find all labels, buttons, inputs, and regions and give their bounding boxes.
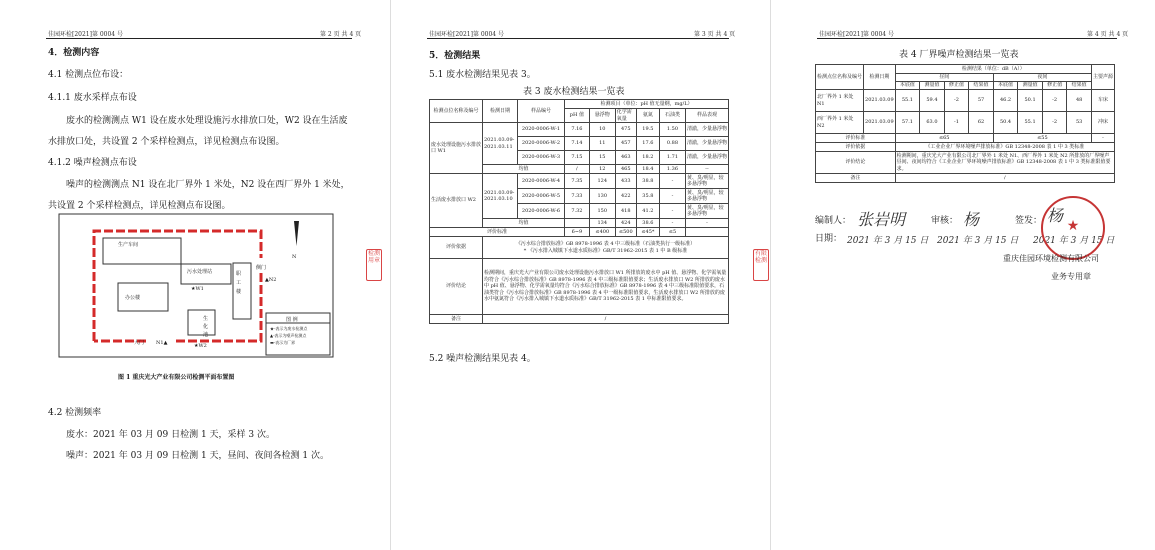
cell: 0.88 — [659, 137, 685, 151]
map-label-office: 办公楼 — [125, 295, 141, 301]
paragraph-line: 废水的检测测点 W1 设在废水处理设施污水排放口处，W2 设在生活废 — [66, 116, 348, 126]
cell: 50.4 — [993, 112, 1018, 134]
cell: - — [659, 219, 685, 228]
paragraph-line: 噪声：2021 年 03 月 09 日检测 1 天，昼间、夜间各检测 1 次。 — [66, 451, 330, 461]
table-row — [816, 152, 1115, 174]
cell: 1.36 — [659, 165, 685, 174]
cell: 7.35 — [565, 174, 590, 189]
cell: 7.33 — [565, 189, 590, 204]
th-appearance: 样品表观 — [686, 109, 729, 123]
map-legend-item: ▬-表示为厂界 — [270, 340, 296, 345]
th-measured: 测量值 — [1018, 82, 1043, 90]
noise-results-table — [815, 64, 1115, 183]
cell: - — [659, 174, 685, 189]
cell: 50.1 — [1018, 90, 1043, 112]
signature-editor: 张岩明 — [857, 210, 906, 229]
th-oil: 石油类 — [659, 109, 685, 123]
cell: 57.1 — [895, 112, 920, 134]
subsection-title: 4.1 检测点位布设： — [48, 70, 129, 80]
subsection-title: 4.1.1 废水采样点布设 — [48, 93, 137, 103]
date-cell: 2021.03.09-2021.03.11 — [483, 123, 518, 165]
table-row — [430, 174, 729, 189]
th-result-value: 结果值 — [969, 82, 994, 90]
header-rule — [46, 38, 352, 39]
paragraph-line: 噪声的检测测点 N1 设在北厂界外 1 米处，N2 设在西厂界外 1 米处， — [66, 180, 350, 190]
th-date: 检测日期 — [864, 65, 896, 90]
cell: 46.2 — [993, 90, 1018, 112]
date-editor: 2021 年 3 月 15 日 — [847, 236, 929, 246]
table-title: 表 3 废水检测结果一览表 — [523, 87, 625, 97]
th-site: 检测点位名称及编号 — [430, 100, 483, 123]
map-label-wastewater-station: 污水处理站 — [187, 269, 213, 275]
cell: 15 — [589, 151, 615, 165]
subsection-title: 4.2 检测频率 — [48, 408, 102, 418]
paragraph-line: 废水：2021 年 03 月 09 日检测 1 天，采样 3 次。 — [66, 430, 276, 440]
cell: - — [659, 204, 685, 219]
cell: 418 — [615, 204, 636, 219]
cell: 62 — [969, 112, 994, 134]
side-seal: 检测用章 — [366, 249, 382, 281]
cell: ≤55 — [993, 134, 1091, 143]
cell: 冲床 — [1091, 112, 1114, 134]
site-cell: 生活废水排放口 W2 — [430, 174, 483, 228]
cell: 18.4 — [636, 165, 659, 174]
table-row — [430, 259, 729, 315]
page-header-left: 佳园环检[2021]第 0004 号 — [429, 31, 505, 38]
map-marker-w1: ★W1 — [191, 286, 204, 292]
page-header-right: 第 2 页 共 4 页 — [320, 31, 362, 38]
th-site: 检测点位名称及编号 — [816, 65, 864, 90]
report-page-4 — [770, 0, 1155, 550]
cell: ≤500 — [615, 228, 636, 237]
section-title: 5．检测结果 — [429, 51, 481, 61]
table-row — [816, 90, 1115, 112]
cell: 38.8 — [636, 174, 659, 189]
cell: 150 — [589, 204, 615, 219]
map-marker-n2: ▲N2 — [265, 277, 277, 283]
th-ph: pH 值 — [565, 109, 590, 123]
th-result-value: 结果值 — [1067, 82, 1092, 90]
cell: 评价依据 — [430, 237, 483, 259]
subsection-title: 4.1.2 噪声检测点布设 — [48, 158, 137, 168]
cell: 北厂界外 1 米处 N1 — [816, 90, 864, 112]
map-marker-w2: ★W2 — [194, 343, 207, 349]
map-north-label: N — [292, 254, 297, 260]
th-cod: 化学需氧量 — [615, 109, 636, 123]
cell: 7.14 — [565, 137, 590, 151]
subsection-title: 5.1 废水检测结果见表 3。 — [429, 70, 536, 80]
cell: 457 — [615, 137, 636, 151]
side-seal: 有限 检测 — [753, 249, 769, 281]
cell: / — [483, 315, 729, 324]
cell: 黄、臭/明显，较多悬浮物 — [686, 189, 729, 204]
label-issuer: 签发： — [1015, 216, 1043, 226]
cell: 63.0 — [920, 112, 945, 134]
cell: ≤65 — [895, 134, 993, 143]
cell: 57 — [969, 90, 994, 112]
signature-reviewer: 杨 — [963, 210, 980, 229]
table-title: 表 4 厂界噪声检测结果一览表 — [899, 50, 1019, 60]
table-row — [430, 228, 729, 237]
report-page-2 — [0, 0, 384, 550]
header-rule — [427, 38, 729, 39]
cell: 7.16 — [565, 123, 590, 137]
cell: 17.6 — [636, 137, 659, 151]
site-cell: 废水处理设施污水排放口 W1 — [430, 123, 483, 174]
cell: 130 — [589, 189, 615, 204]
cell: 38.6 — [636, 219, 659, 228]
subsection-title: 5.2 噪声检测结果见表 4。 — [429, 354, 536, 364]
date-issuer: 2021 年 3 月 15 日 — [1033, 236, 1115, 246]
cell: 清澈，少量悬浮物 — [686, 151, 729, 165]
label-reviewer: 审核： — [931, 216, 959, 226]
cell: 2021.03.09 — [864, 90, 896, 112]
wastewater-results-table — [429, 99, 729, 324]
cell: 检测期间，重庆光大产业有限公司北厂界外 1 米处 N1、西厂界外 1 米处 N2 所排放的厂界噪声昼间、夜间均符合《工业企业厂界环境噪声排放标准》GB 12348-2008 表 1 中 3 类标准限值要求。 — [895, 152, 1114, 174]
cell: 124 — [589, 174, 615, 189]
cell: 1.50 — [659, 123, 685, 137]
map-legend-item: ★-表示为废水检测点 — [270, 326, 308, 331]
th-background: 本底值 — [993, 82, 1018, 90]
map-label-dorm: 职 工 楼 — [236, 271, 242, 295]
cell: ≤45* — [636, 228, 659, 237]
cell: ≤5 — [659, 228, 685, 237]
cell: 黄、臭/明显，较多悬浮物 — [686, 204, 729, 219]
cell: 均值 — [483, 219, 565, 228]
cell: 48 — [1067, 90, 1092, 112]
seal-use-label: 业务专用章 — [1051, 272, 1091, 281]
cell: - — [686, 219, 729, 228]
map-label-side-gate: 侧门 — [256, 265, 267, 271]
page-header-left: 佳园环检[2021]第 0004 号 — [48, 31, 124, 38]
date-cell: 2021.03.09-2021.03.10 — [483, 174, 518, 219]
figure-caption: 图 1 重庆光大产业有限公司检测平面布置图 — [118, 374, 235, 381]
cell: 黄、臭/明显，较多悬浮物 — [686, 174, 729, 189]
cell: ≤400 — [589, 228, 615, 237]
cell: / — [565, 165, 590, 174]
cell: 55.1 — [895, 90, 920, 112]
cell: 422 — [615, 189, 636, 204]
cell: 10 — [589, 123, 615, 137]
cell: 11 — [589, 137, 615, 151]
cell: 备注 — [816, 174, 896, 183]
cell: 清澈，少量悬浮物 — [686, 123, 729, 137]
cell: 475 — [615, 123, 636, 137]
date-reviewer: 2021 年 3 月 15 日 — [937, 236, 1019, 246]
th-source: 主要声源 — [1091, 65, 1114, 90]
cell: 2020-0006-W-1 — [518, 123, 565, 137]
cell: 评价结论 — [816, 152, 896, 174]
cell: 评价标准 — [430, 228, 565, 237]
cell: -2 — [1042, 112, 1067, 134]
cell: 2020-0006-W-3 — [518, 151, 565, 165]
cell: 备注 — [430, 315, 483, 324]
cell: 41.2 — [636, 204, 659, 219]
table-row — [816, 143, 1115, 152]
cell: 《工业企业厂界环境噪声排放标准》GB 12348-2008 表 1 中 3 类标准 — [895, 143, 1114, 152]
cell: 评价依据 — [816, 143, 896, 152]
th-result: 检测结果（单位：dB（A）） — [895, 65, 1091, 74]
company-name: 重庆佳园环境检测有限公司 — [1003, 254, 1099, 263]
table-row — [430, 123, 729, 137]
th-day: 昼间 — [895, 74, 993, 82]
map-legend-item: ▲-表示为噪声检测点 — [270, 333, 307, 338]
header-rule — [817, 38, 1117, 39]
cell: 59.4 — [920, 90, 945, 112]
cell: 《污水综合排放标准》GB 8978-1996 表 4 中三级标准（石油类执行一级标准） * 《污水排入城镇下水道水质标准》GB/T 31962-2015 表 1 中 B 级标准 — [483, 237, 729, 259]
th-night: 夜间 — [993, 74, 1091, 82]
cell: 检测期间，重庆光大产业有限公司废水处理设施污水排放口 W1 所排放的废水中 pH 值、悬浮物、化学需氧量均符合《污水综合排放标准》GB 8978-1996 表 4 中三级标准限值要求；生活废水排放口 W2 所排放的废水中 pH 值、悬浮物、化学需氧量均符合《污水综合排放标准》GB 8978-1996 表 4 中三级标准限值要求，石油类符合《污水综合排放标准》GB 8978-1996 表 4 中一级标准限值要求，生活废水排放口 W2 所排放的废水中氨氮符合《污水排入城镇下水道水质标准》GB/T 31962-2015 表 1 中标准限值要求。 — [483, 259, 729, 315]
cell: 2020-0006-W-4 — [518, 174, 565, 189]
cell: 6~9 — [565, 228, 590, 237]
cell — [565, 219, 590, 228]
cell: 55.1 — [1018, 112, 1043, 134]
cell: 134 — [589, 219, 615, 228]
cell: 18.2 — [636, 151, 659, 165]
page-header-right: 第 4 页 共 4 页 — [1087, 31, 1129, 38]
page-header-left: 佳园环检[2021]第 0004 号 — [819, 31, 895, 38]
label-date: 日期： — [815, 234, 843, 244]
cell: 424 — [615, 219, 636, 228]
cell: 评价结论 — [430, 259, 483, 315]
cell — [686, 228, 729, 237]
paragraph-line: 共设置 2 个采样检测点，详见检测点布设图。 — [48, 201, 231, 211]
table-row — [816, 174, 1115, 183]
cell: 2020-0006-W-5 — [518, 189, 565, 204]
table-row — [816, 112, 1115, 134]
cell: - — [659, 189, 685, 204]
table-row — [430, 315, 729, 324]
map-marker-n1: N1▲ — [156, 340, 168, 346]
page-header-right: 第 3 页 共 4 页 — [694, 31, 736, 38]
th-date: 检测日期 — [483, 100, 518, 123]
th-correction: 修正值 — [1042, 82, 1067, 90]
map-legend-title: 图 例 — [286, 317, 298, 323]
cell: 463 — [615, 151, 636, 165]
report-page-3 — [390, 0, 771, 550]
map-label-workshop: 生产车间 — [118, 242, 139, 248]
th-measured: 测量值 — [920, 82, 945, 90]
cell: 53 — [1067, 112, 1092, 134]
table-row — [816, 134, 1115, 143]
map-label-biochem-tank: 生 化 池 — [203, 316, 209, 338]
cell: 清澈，少量悬浮物 — [686, 137, 729, 151]
signature-issuer: 杨 — [1047, 206, 1064, 225]
th-items: 检测项目（单位：pH 值无量纲，mg/L） — [565, 100, 729, 109]
cell: -2 — [1042, 90, 1067, 112]
cell: - — [1091, 134, 1114, 143]
th-nh3: 氨氮 — [636, 109, 659, 123]
cell: 7.32 — [565, 204, 590, 219]
cell: 35.8 — [636, 189, 659, 204]
official-seal: ★ — [1041, 196, 1105, 260]
cell: 2020-0006-W-6 — [518, 204, 565, 219]
th-ss: 悬浮物 — [589, 109, 615, 123]
cell: 评价标准 — [816, 134, 896, 143]
cell: 1.71 — [659, 151, 685, 165]
th-background: 本底值 — [895, 82, 920, 90]
paragraph-line: 水排放口处，共设置 2 个采样检测点，详见检测点布设图。 — [48, 137, 285, 147]
map-label-main-gate: 大门 — [134, 340, 145, 346]
th-sample: 样品编号 — [518, 100, 565, 123]
cell: -- — [686, 165, 729, 174]
cell: -2 — [944, 90, 969, 112]
cell: / — [895, 174, 1114, 183]
label-editor: 编制人： — [815, 216, 852, 226]
cell: 西厂界外 1 米处 N2 — [816, 112, 864, 134]
cell: 7.15 — [565, 151, 590, 165]
cell: 433 — [615, 174, 636, 189]
cell: 2021.03.09 — [864, 112, 896, 134]
cell: 465 — [615, 165, 636, 174]
cell: -1 — [944, 112, 969, 134]
cell: 12 — [589, 165, 615, 174]
section-title: 4．检测内容 — [48, 48, 100, 58]
cell: 车床 — [1091, 90, 1114, 112]
table-row — [430, 237, 729, 259]
cell: 2020-0006-W-2 — [518, 137, 565, 151]
cell: 均值 — [483, 165, 565, 174]
cell: 19.5 — [636, 123, 659, 137]
th-correction: 修正值 — [944, 82, 969, 90]
